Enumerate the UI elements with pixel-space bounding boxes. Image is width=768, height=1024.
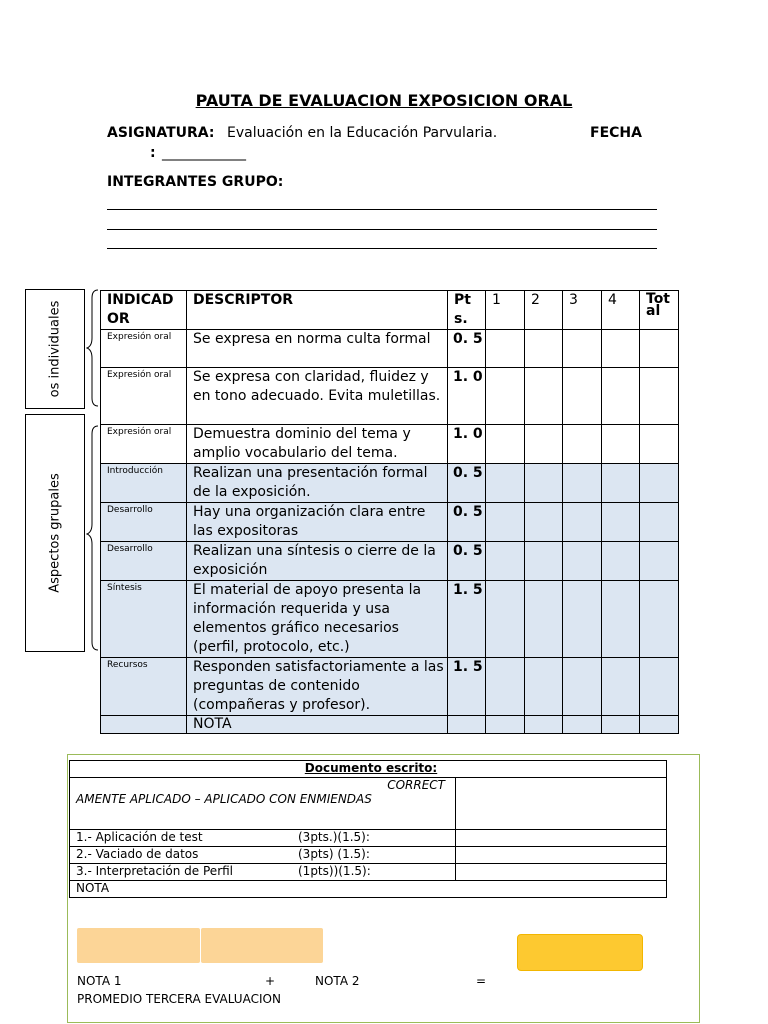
fecha-blank: ____________ — [162, 145, 246, 161]
score-cell-1[interactable] — [486, 581, 525, 658]
score-cell-4[interactable] — [602, 581, 640, 658]
documento-correct-value[interactable] — [456, 778, 667, 830]
nota-cell-3[interactable] — [563, 716, 602, 734]
score-cell-1[interactable] — [486, 542, 525, 581]
score-cell-3[interactable] — [563, 464, 602, 503]
integrantes-line-1 — [107, 209, 657, 210]
header-col-1: 1 — [486, 291, 525, 330]
fecha-colon: : — [150, 145, 156, 161]
score-cell-1[interactable] — [486, 464, 525, 503]
documento-header: Documento escrito: — [70, 761, 667, 778]
row-indicador: Desarrollo — [101, 542, 187, 581]
rubric-header-row — [101, 291, 679, 330]
total-cell[interactable] — [640, 542, 679, 581]
score-cell-3[interactable] — [563, 542, 602, 581]
side-label-grupales — [25, 414, 85, 652]
item-label: 2.- Vaciado de datos — [76, 847, 199, 861]
score-cell-4[interactable] — [602, 425, 640, 464]
side-label-grupales-text: Aspectos grupales — [47, 473, 63, 593]
item-pts: (1pts))(1.5): — [298, 864, 371, 878]
nota-cell-1[interactable] — [486, 716, 525, 734]
total-cell[interactable] — [640, 425, 679, 464]
total-cell[interactable] — [640, 368, 679, 425]
score-cell-3[interactable] — [563, 368, 602, 425]
row-descriptor: Hay una organización clara entre las expositoras — [187, 503, 448, 542]
rubric-table — [100, 290, 679, 734]
integrantes-label: INTEGRANTES GRUPO: — [107, 174, 284, 190]
documento-correct-1: CORRECT — [387, 778, 445, 792]
nota-cell-4[interactable] — [602, 716, 640, 734]
row-indicador: Expresión oral — [101, 368, 187, 425]
footer-nota2: NOTA 2 — [315, 974, 360, 988]
row-pts: 0. 5 — [448, 542, 486, 581]
rubric-nota-label: NOTA — [187, 716, 448, 734]
score-cell-4[interactable] — [602, 503, 640, 542]
item-label: 3.- Interpretación de Perfil — [76, 864, 234, 878]
total-cell[interactable] — [640, 464, 679, 503]
integrantes-line-3 — [107, 248, 657, 249]
row-indicador: Síntesis — [101, 581, 187, 658]
row-pts: 0. 5 — [448, 464, 486, 503]
header-col-4: 4 — [602, 291, 640, 330]
rubric-row — [101, 542, 679, 581]
integrantes-line-2 — [107, 229, 657, 230]
footer-plus: + — [265, 974, 276, 988]
row-pts: 1. 0 — [448, 368, 486, 425]
documento-correct-2: AMENTE APLICADO – APLICADO CON ENMIENDAS — [76, 792, 372, 806]
nota-pts-cell — [448, 716, 486, 734]
documento-item-1-value[interactable] — [456, 830, 667, 847]
score-cell-1[interactable] — [486, 425, 525, 464]
asignatura-label: ASIGNATURA: — [107, 125, 215, 141]
score-cell-3[interactable] — [563, 330, 602, 368]
score-cell-4[interactable] — [602, 330, 640, 368]
documento-item-2 — [70, 847, 456, 864]
score-cell-3[interactable] — [563, 425, 602, 464]
fecha-label: FECHA — [590, 125, 642, 141]
rubric-row — [101, 368, 679, 425]
rubric-nota-row — [101, 716, 679, 734]
documento-item-2-value[interactable] — [456, 847, 667, 864]
brace-grupales-icon — [87, 426, 98, 650]
row-descriptor: Se expresa con claridad, fluidez y en tono adecuado. Evita muletillas. — [187, 368, 448, 425]
nota1-box[interactable] — [77, 928, 200, 963]
row-indicador: Expresión oral — [101, 330, 187, 368]
header-col-2: 2 — [525, 291, 563, 330]
header-col-3: 3 — [563, 291, 602, 330]
row-descriptor: Se expresa en norma culta formal — [187, 330, 448, 368]
documento-table — [69, 760, 667, 898]
score-cell-4[interactable] — [602, 464, 640, 503]
rubric-row — [101, 658, 679, 716]
header-indicador: INDICAD OR — [101, 291, 187, 330]
row-descriptor: Demuestra dominio del tema y amplio vocabulario del tema. — [187, 425, 448, 464]
score-cell-4[interactable] — [602, 542, 640, 581]
footer-nota1: NOTA 1 — [77, 974, 122, 988]
brace-individuales-icon — [87, 290, 98, 406]
row-pts: 0. 5 — [448, 503, 486, 542]
row-pts: 1. 5 — [448, 581, 486, 658]
score-cell-3[interactable] — [563, 581, 602, 658]
side-label-individuales — [25, 289, 85, 409]
score-cell-2[interactable] — [525, 425, 563, 464]
footer-equals: = — [476, 974, 487, 988]
promedio-box[interactable] — [517, 934, 643, 971]
row-descriptor: Realizan una presentación formal de la exposición. — [187, 464, 448, 503]
row-indicador: Recursos — [101, 658, 187, 716]
score-cell-4[interactable] — [602, 368, 640, 425]
nota2-box[interactable] — [201, 928, 323, 963]
row-pts: 1. 5 — [448, 658, 486, 716]
header-pts: Pt s. — [448, 291, 486, 330]
documento-item-1 — [70, 830, 456, 847]
nota-total-cell[interactable] — [640, 716, 679, 734]
item-pts: (3pts.)(1.5): — [298, 830, 370, 844]
documento-correct-cell — [70, 778, 456, 830]
page-title: PAUTA DE EVALUACION EXPOSICION ORAL — [195, 91, 573, 110]
total-cell[interactable] — [640, 658, 679, 716]
score-cell-3[interactable] — [563, 503, 602, 542]
total-cell[interactable] — [640, 581, 679, 658]
side-label-individuales-text: os individuales — [47, 300, 63, 398]
item-label: 1.- Aplicación de test — [76, 830, 203, 844]
rubric-row — [101, 464, 679, 503]
score-cell-4[interactable] — [602, 658, 640, 716]
header-descriptor: DESCRIPTOR — [187, 291, 448, 330]
documento-nota: NOTA — [70, 881, 667, 898]
score-cell-1[interactable] — [486, 503, 525, 542]
rubric-row — [101, 330, 679, 368]
item-pts: (3pts) (1.5): — [298, 847, 370, 861]
score-cell-1[interactable] — [486, 368, 525, 425]
row-descriptor: Responden satisfactoriamente a las preguntas de contenido (compañeras y profesor). — [187, 658, 448, 716]
score-cell-1[interactable] — [486, 658, 525, 716]
row-pts: 0. 5 — [448, 330, 486, 368]
rubric-row — [101, 425, 679, 464]
rubric-row — [101, 503, 679, 542]
score-cell-2[interactable] — [525, 542, 563, 581]
row-descriptor: Realizan una síntesis o cierre de la exposición — [187, 542, 448, 581]
score-cell-2[interactable] — [525, 503, 563, 542]
asignatura-value: Evaluación en la Educación Parvularia. — [227, 125, 498, 141]
score-cell-2[interactable] — [525, 368, 563, 425]
nota-cell-2[interactable] — [525, 716, 563, 734]
total-cell[interactable] — [640, 330, 679, 368]
header-total: Tot al — [640, 291, 679, 330]
row-indicador: Desarrollo — [101, 503, 187, 542]
score-cell-2[interactable] — [525, 581, 563, 658]
score-cell-1[interactable] — [486, 330, 525, 368]
nota-empty-cell — [101, 716, 187, 734]
total-cell[interactable] — [640, 503, 679, 542]
rubric-row — [101, 581, 679, 658]
row-indicador: Expresión oral — [101, 425, 187, 464]
score-cell-2[interactable] — [525, 464, 563, 503]
row-descriptor: El material de apoyo presenta la información requerida y usa elementos gráfico necesarios (perfil, protocolo, etc.) — [187, 581, 448, 658]
row-pts: 1. 0 — [448, 425, 486, 464]
documento-item-3-value[interactable] — [456, 864, 667, 881]
footer-promedio: PROMEDIO TERCERA EVALUACION — [77, 992, 281, 1006]
score-cell-3[interactable] — [563, 658, 602, 716]
row-indicador: Introducción — [101, 464, 187, 503]
documento-item-3 — [70, 864, 456, 881]
score-cell-2[interactable] — [525, 330, 563, 368]
score-cell-2[interactable] — [525, 658, 563, 716]
